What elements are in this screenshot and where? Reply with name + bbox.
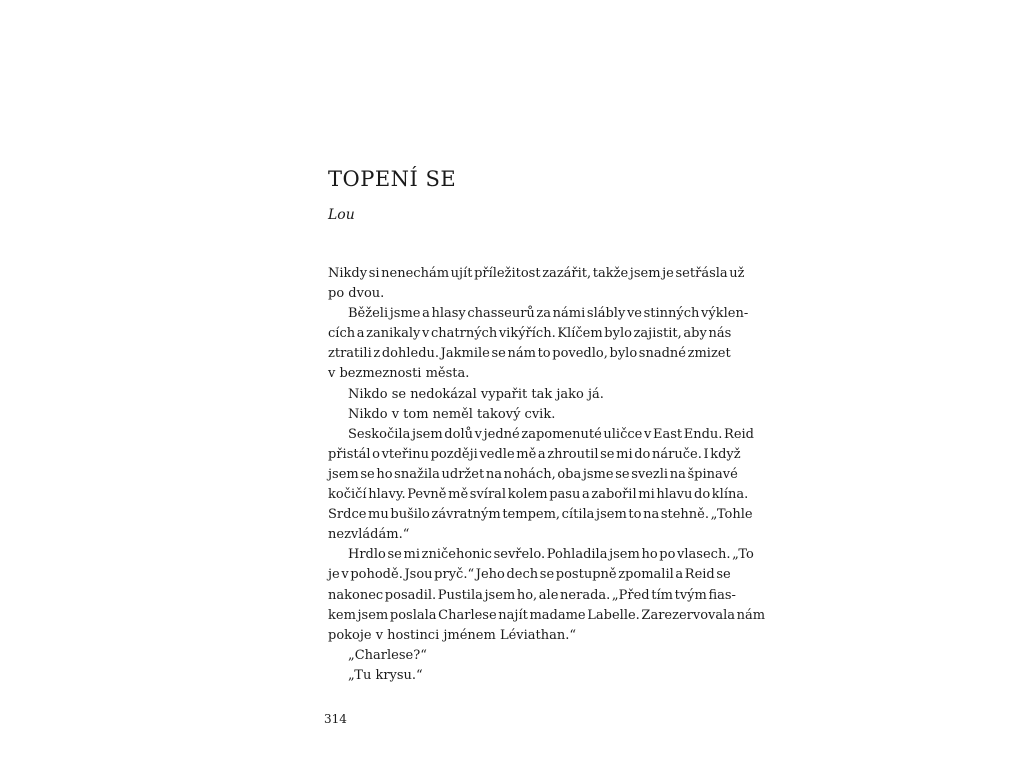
text-line: Běželi jsme a hlasy chasseurů za námi slábly ve stinných výklen- (348, 306, 749, 322)
text-line: jsem se ho snažila udržet na nohách, oba jsme se svezli na špinavé (328, 466, 738, 482)
text-line: Srdce mu bušilo závratným tempem, cítila jsem to na stehně. „Tohle (328, 507, 753, 523)
text-line: ztratili z dohledu. Jakmile se nám to povedlo, bylo snadné zmizet (328, 346, 731, 362)
text-line: Hrdlo se mi zničehonic sevřelo. Pohladila jsem ho po vlasech. „To (348, 547, 754, 563)
text-line: Nikdo v tom neměl takový cvik. (348, 406, 556, 422)
chapter-title: TOPENÍ SE (328, 167, 457, 191)
chapter-narrator: Lou (328, 207, 355, 223)
chapter-body-text (328, 264, 766, 686)
text-line: přistál o vteřinu později vedle mě a zhroutil se mi do náruče. I když (328, 446, 741, 462)
page-number: 314 (324, 712, 347, 726)
text-line: Nikdo se nedokázal vypařit tak jako já. (348, 386, 604, 402)
text-line: cích a zanikaly v chatrných vikýřích. Klíčem bylo zajistit, aby nás (328, 326, 732, 342)
text-line: v bezmeznosti města. (328, 366, 470, 382)
text-line: „Charlese?“ (348, 647, 427, 663)
text-line: kočičí hlavy. Pevně mě svíral kolem pasu a zabořil mi hlavu do klína. (328, 487, 749, 503)
text-line: Seskočila jsem dolů v jedné zapomenuté uličce v East Endu. Reid (348, 426, 755, 442)
text-line: nakonec posadil. Pustila jsem ho, ale nerada. „Před tím tvým fias- (328, 587, 736, 603)
text-line: kem jsem poslala Charlese najít madame Labelle. Zarezervovala nám (328, 607, 766, 623)
text-line: po dvou. (328, 286, 385, 302)
text-line: je v pohodě. Jsou pryč.“ Jeho dech se postupně zpomalil a Reid se (328, 567, 731, 583)
text-line: Nikdy si nenechám ujít příležitost zazářit, takže jsem je setřásla už (328, 266, 745, 281)
text-line: pokoje v hostinci jménem Léviathan.“ (328, 627, 577, 643)
text-line: „Tu krysu.“ (348, 667, 423, 683)
text-line: nezvládám.“ (328, 527, 410, 543)
